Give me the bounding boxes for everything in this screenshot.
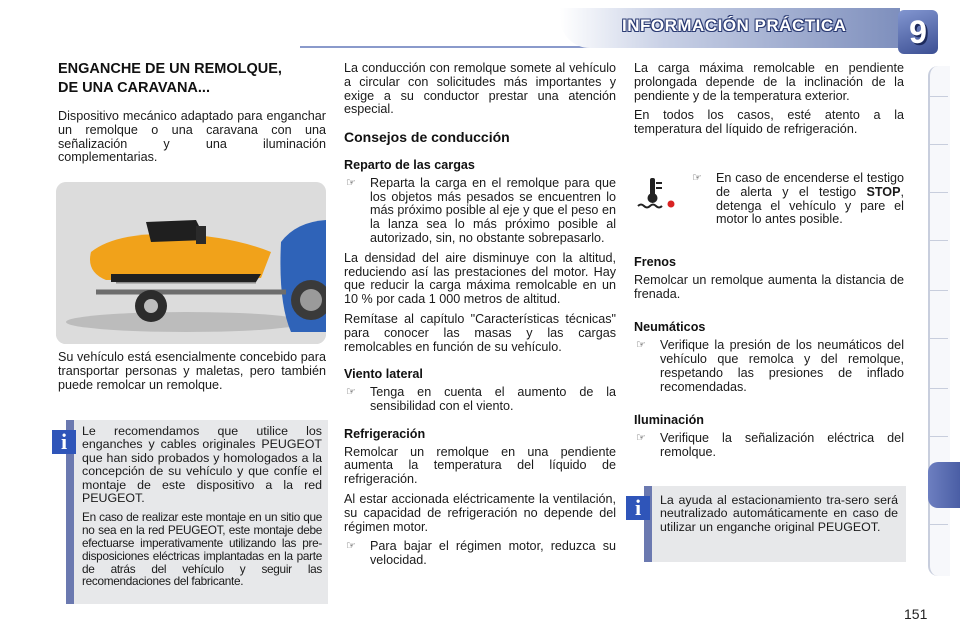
list-item (690, 172, 904, 227)
density-paragraph: La densidad del aire disminuye con la altitud, reduciendo así las prestaciones del motor. Hay que reducir la carga máxima remolcable en un 10 % por cada 1 000 metros de altitud. (344, 250, 616, 307)
load-heading: Reparto de las cargas (344, 157, 475, 172)
lighting-heading: Iluminación (634, 413, 704, 428)
wind-bullet: Tenga en cuenta el aumento de la sensibilidad con el viento. (370, 385, 616, 413)
rail-tick (928, 192, 948, 193)
driving-tips-heading: Consejos de conducción (344, 129, 510, 146)
column-3-lower (634, 256, 904, 466)
wind-heading: Viento lateral (344, 367, 423, 382)
reference-paragraph: Remítase al capítulo "Características técnicas" para conocer las masas y las cargas remolcables en función de su vehículo. (344, 311, 616, 354)
cooling-heading: Refrigeración (344, 426, 426, 441)
rail-tick (928, 388, 948, 389)
cooling-p1: Remolcar un remolque en una pendiente aumenta la temperatura del líquido de refrigeración. (344, 444, 616, 487)
hand-pointer-icon: ☞ (346, 176, 356, 189)
recommendation-text (82, 425, 322, 594)
list-item (344, 177, 616, 246)
recommendation-p1: Le recomendamos que utilice los enganches y cables originales PEUGEOT que han sido probados y homologados a la concepción de su vehículo y que confíe el montaje de este dispositivo a la red PEUGEOT. (82, 424, 322, 506)
chapter-number-badge: 9 (898, 10, 938, 54)
rail-tick (928, 524, 948, 525)
chapter-title: INFORMACIÓN PRÁCTICA (622, 16, 847, 35)
warning-text-end: , detenga el vehículo y pare el motor lo antes posible. (716, 184, 904, 227)
rail-tick (928, 338, 948, 339)
info-icon: i (52, 430, 76, 454)
chapter-tab-active[interactable] (928, 462, 960, 508)
rail-tick (928, 240, 948, 241)
recommendation-p2: En caso de realizar este montaje en un sitio que no sea en la red PEUGEOT, este montaje debe efectuarse imperativamente utilizando las pre-disposiciones eléctricas implantadas en la parte de atrás del vehículo y seguir las recomendaciones del fabricante. (82, 510, 322, 589)
tyres-bullet: Verifique la presión de los neumáticos del vehículo que remolca y del remolque, respetando las presiones de inflado recomendadas. (660, 338, 904, 394)
hand-pointer-icon: ☞ (692, 172, 702, 184)
info-icon: i (626, 496, 650, 520)
brakes-paragraph: Remolcar un remolque aumenta la distancia de frenada. (634, 272, 904, 301)
rail-tick (928, 144, 948, 145)
list-item (344, 386, 616, 414)
rail-tick (928, 436, 948, 437)
towing-intro: La conducción con remolque somete al vehículo a circular con solicitudes más importantes y exige a su conductor prestar una atención especial. (344, 61, 616, 117)
brakes-heading: Frenos (634, 255, 676, 269)
warning-block (690, 172, 904, 233)
column-1-lower (58, 351, 326, 398)
hand-pointer-icon: ☞ (636, 432, 646, 445)
cooling-bullet: Para bajar el régimen motor, reduzca su velocidad. (370, 539, 616, 568)
page-number: 151 (904, 606, 928, 622)
warning-bullet (716, 172, 904, 227)
parking-aid-paragraph: La ayuda al estacionamiento tra-sero será neutralizado automáticamente en caso de utilizar un enganche original PEUGEOT. (660, 493, 898, 534)
temperature-paragraph: En todos los casos, esté atento a la temperatura del líquido de refrigeración. (634, 108, 904, 137)
column-1 (58, 60, 326, 171)
hand-pointer-icon: ☞ (636, 339, 646, 352)
cooling-p2: Al estar accionada eléctricamente la ventilación, su capacidad de refrigeración no depende del régimen motor. (344, 491, 616, 534)
rail-tick (928, 96, 948, 97)
heading-line-1: ENGANCHE DE UN REMOLQUE, (58, 61, 282, 77)
section-heading (58, 60, 326, 98)
list-item (634, 432, 904, 460)
hand-pointer-icon: ☞ (346, 540, 356, 553)
stop-label: STOP (866, 184, 901, 199)
slope-paragraph: La carga máxima remolcable en pendiente prolongada depende de la inclinación de la pendiente y de la temperatura exterior. (634, 61, 904, 103)
load-bullet: Reparta la carga en el remolque para que los objetos más pesados se encuentren lo más próximo posible al eje y que el peso en la lanza sea lo más próximo posible al autorizado, sin, no obstante sobrepasarlo. (370, 175, 616, 245)
lighting-bullet: Verifique la señalización eléctrica del remolque. (660, 431, 904, 459)
intro-paragraph: Dispositivo mecánico adaptado para enganchar un remolque o una caravana con una señalización y una iluminación complementarias. (58, 109, 326, 165)
warning-text-start: En caso de encenderse el testigo de alerta y el testigo (716, 171, 904, 199)
capability-paragraph: Su vehículo está esencialmente concebido para transportar personas y maletas, pero también puede remolcar un remolque. (58, 350, 326, 392)
heading-line-2: DE UNA CARAVANA... (58, 80, 210, 96)
trailer-jetski-image (56, 182, 326, 344)
parking-aid-text (660, 494, 898, 540)
list-item (634, 339, 904, 394)
tyres-heading: Neumáticos (634, 320, 706, 335)
towing-illustration (56, 182, 326, 344)
column-2 (344, 62, 616, 574)
hand-pointer-icon: ☞ (346, 386, 356, 399)
coolant-temperature-icon (636, 176, 676, 210)
rail-tick (928, 290, 948, 291)
list-item (344, 540, 616, 568)
column-3 (634, 62, 904, 143)
